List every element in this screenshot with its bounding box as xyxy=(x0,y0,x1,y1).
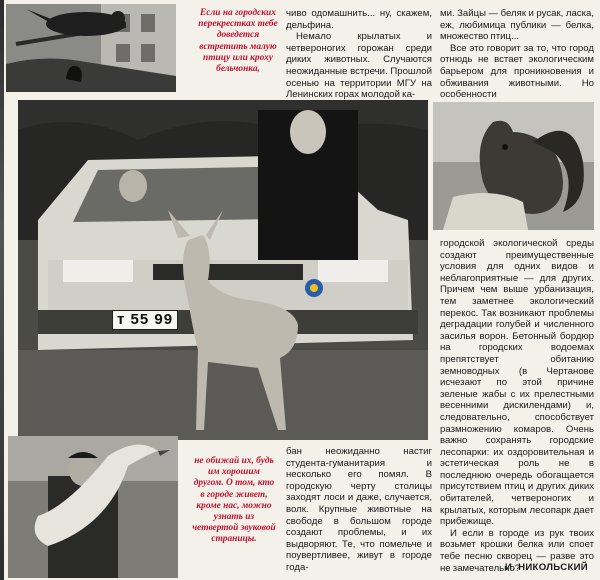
paragraph: И если в городе из рук твоих возьмет крошки белка или споет тебе песню скворец — разве это не замечательно? xyxy=(440,527,594,574)
caption-bottom: не обижай их, будь им хорошим другом. О том, кто в городе живет, кроме нас, можно узнать из четвертой звуковой страницы. xyxy=(192,456,276,545)
photo-car-deer xyxy=(18,100,428,440)
text-column-3 xyxy=(440,238,594,574)
photo-man-swan xyxy=(8,436,178,578)
paragraph: бан неожиданно настиг студента-гуманитария и несколько его помял. В городскую черту столицы заходят лоси и даже, случается, волк. Крупные животные на свободе в большом городе создают проблемы, и их выдворяют. Те, что помельче и поувертливее, живут в городе года- xyxy=(286,446,432,573)
paragraph: Все это говорит за то, что город отнюдь не встает экологическим барьером для проникновения и обживания животными. Но особенности xyxy=(440,42,594,101)
caption-top: Если на городских перекрестках тебе доведется встретить малую птицу или кроху бельчонка, xyxy=(198,8,278,75)
paragraph: Немало крылатых и четвероногих горожан среди диких животных. Случаются неожиданные встречи. Прошлой осенью на территории МГУ на Ленинских горах молодой ка- xyxy=(286,31,432,101)
binding-edge xyxy=(0,0,4,580)
text-column-2 xyxy=(440,8,594,101)
text-column-1 xyxy=(286,8,432,101)
license-plate: т 55 99 xyxy=(112,310,178,330)
paragraph: чиво одомашнить... ну, скажем, дельфина. xyxy=(286,8,432,31)
text-column-bottom xyxy=(286,446,432,574)
paragraph: ми. Зайцы — беляк и русак, ласка, еж, любимица публики — белка, множество птиц... xyxy=(440,8,594,43)
photo-bird xyxy=(6,4,176,92)
author-signature: И. НИКОЛЬСКИЙ xyxy=(505,562,588,573)
photo-squirrel xyxy=(433,102,594,230)
paragraph: городской экологической среды создают преимущественные условия для одних видов и неблагоприятные — для других. Причем чем выше урбанизация, тем заметнее экологический перекос. Так возникают проблемы деградации голубей и численного засилья ворон. Бетонный бордюр на городских водоемах препятствует обитанию земноводных (в Чертанове исчезают по этой причине зеленые жабы с их прелестными весенними дискилендами) и, следовательно, способствует размножению комаров. Очень важно сохранять городские лесопарки: их оздоровительная и эстетическая роль не в последнюю очередь обогащается присутствием птиц и других диких обитателей, четвероногих и крылатых, которым лесопарк дает прибежище. xyxy=(440,238,594,528)
